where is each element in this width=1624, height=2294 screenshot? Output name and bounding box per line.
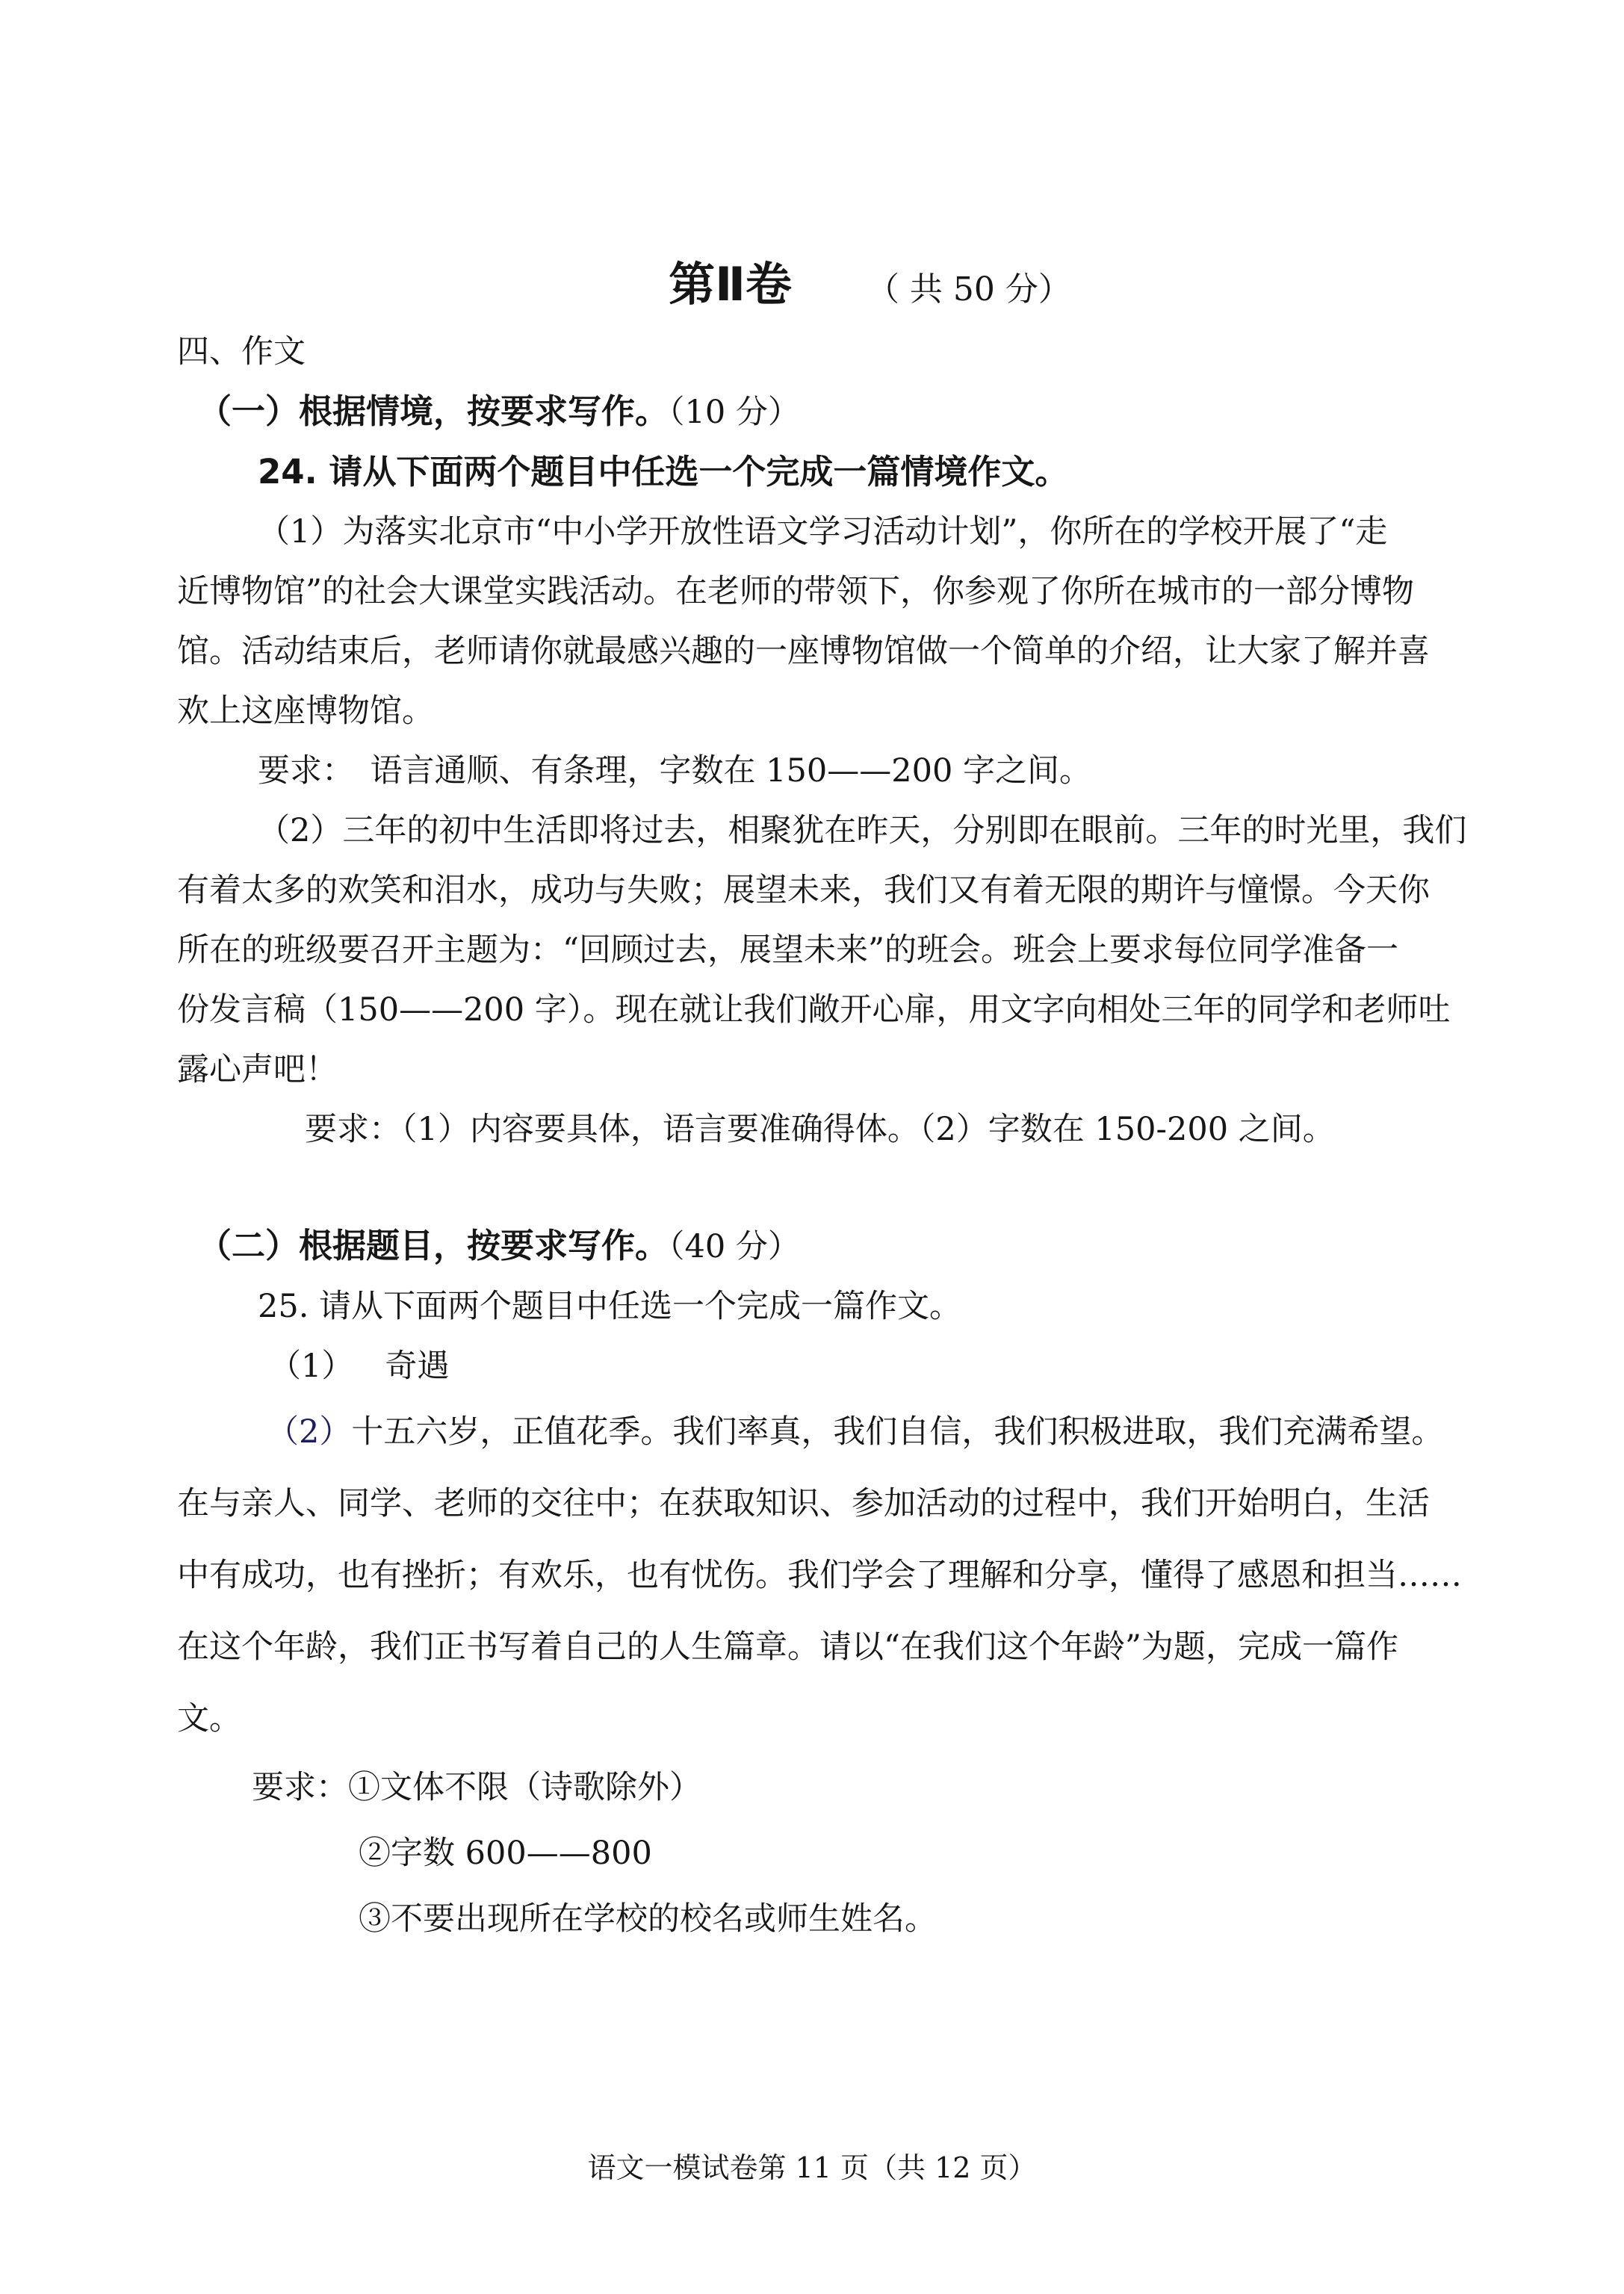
q25-topic2-line1-text: 十五六岁，正值花季。我们率真，我们自信，我们积极进取，我们充满希望。 bbox=[351, 1413, 1444, 1451]
part2-heading bbox=[177, 1216, 1452, 1277]
paragraph-line: 在这个年龄，我们正书写着自己的人生篇章。请以“在我们这个年龄”为题，完成一篇作 bbox=[177, 1628, 1398, 1666]
q25-topic1-marker: （1） bbox=[269, 1348, 354, 1385]
requirement-item: ③不要出现所在学校的校名或师生姓名。 bbox=[359, 1900, 937, 1938]
section-label: 四、作文 bbox=[177, 333, 306, 371]
requirement-line bbox=[177, 1755, 1452, 1820]
q25-requirements bbox=[177, 1755, 1452, 1952]
q25-topic1-title: 奇遇 bbox=[385, 1348, 450, 1385]
requirement-item: ①文体不限（诗歌除外） bbox=[348, 1769, 701, 1806]
requirement-line bbox=[177, 1886, 1452, 1952]
part1-heading-text: （一）根据情境，按要求写作。 bbox=[198, 391, 669, 431]
paragraph-line: 在与亲人、同学、老师的交往中；在获取知识、参加活动的过程中，我们开始明白，生活 bbox=[177, 1485, 1430, 1522]
part2-heading-text: （二）根据题目，按要求写作。 bbox=[198, 1226, 669, 1265]
q24-topic1-paragraph bbox=[177, 502, 1452, 741]
paragraph-line: （2）三年的初中生活即将过去，相聚犹在昨天，分别即在眼前。三年的时光里，我们 bbox=[258, 812, 1467, 849]
paragraph-line: （1）为落实北京市“中小学开放性语文学习活动计划”，你所在的学校开展了“走 bbox=[258, 513, 1388, 551]
paragraph-line: 欢上这座博物馆。 bbox=[177, 692, 434, 730]
paragraph-line: 文。 bbox=[177, 1700, 241, 1737]
q24-stem: 24. 请从下面两个题目中任选一个完成一篇情境作文。 bbox=[258, 452, 1069, 492]
paragraph-line: 馆。活动结束后，老师请你就最感兴趣的一座博物馆做一个简单的介绍，让大家了解并喜 bbox=[177, 633, 1430, 670]
paragraph-line: 有着太多的欢笑和泪水，成功与失败；展望未来，我们又有着无限的期许与憧憬。今天你 bbox=[177, 872, 1430, 909]
q24-topic2-requirement: 要求：（1）内容要具体，语言要准确得体。（2）字数在 150-200 之间。 bbox=[305, 1111, 1335, 1148]
paragraph-line: 中有成功，也有挫折；有欢乐，也有忧伤。我们学会了理解和分享，懂得了感恩和担当…… bbox=[177, 1557, 1462, 1594]
paragraph-line: 份发言稿（150——200 字）。现在就让我们敞开心扉，用文字向相处三年的同学和老师吐 bbox=[177, 991, 1451, 1029]
paragraph-line: 露心声吧！ bbox=[177, 1051, 338, 1088]
page-title: 第Ⅱ卷 bbox=[669, 257, 792, 311]
requirement-line bbox=[177, 1820, 1452, 1886]
part1-heading-score: （10 分） bbox=[669, 394, 800, 431]
paragraph-line: 所在的班级要召开主题为：“回顾过去，展望未来”的班会。班会上要求每位同学准备一 bbox=[177, 931, 1398, 969]
page-footer: 语文一模试卷第 11 页（共 12 页） bbox=[587, 2151, 1037, 2184]
q24-topic1-requirement: 要求： 语言通顺、有条理，字数在 150——200 字之间。 bbox=[258, 752, 1091, 790]
q25-topic2-paragraph bbox=[177, 1396, 1462, 1755]
page-title-score: （ 共 50 分） bbox=[866, 270, 1071, 309]
paragraph-line: 近博物馆”的社会大课堂实践活动。在老师的带领下，你参观了你所在城市的一部分博物 bbox=[177, 573, 1414, 610]
q24-topic2-paragraph bbox=[177, 801, 1467, 1100]
paragraph-line bbox=[177, 1396, 1452, 1468]
part1-heading bbox=[177, 382, 1452, 442]
requirement-label: 要求： bbox=[252, 1769, 348, 1806]
q25-topic1-row bbox=[177, 1336, 1452, 1396]
requirement-item: ②字数 600——800 bbox=[359, 1835, 652, 1872]
part2-heading-score: （40 分） bbox=[669, 1228, 800, 1265]
q25-stem: 25. 请从下面两个题目中任选一个完成一篇作文。 bbox=[258, 1288, 962, 1325]
q25-topic2-marker: （2） bbox=[267, 1413, 352, 1451]
paper-title-row bbox=[232, 252, 1507, 322]
